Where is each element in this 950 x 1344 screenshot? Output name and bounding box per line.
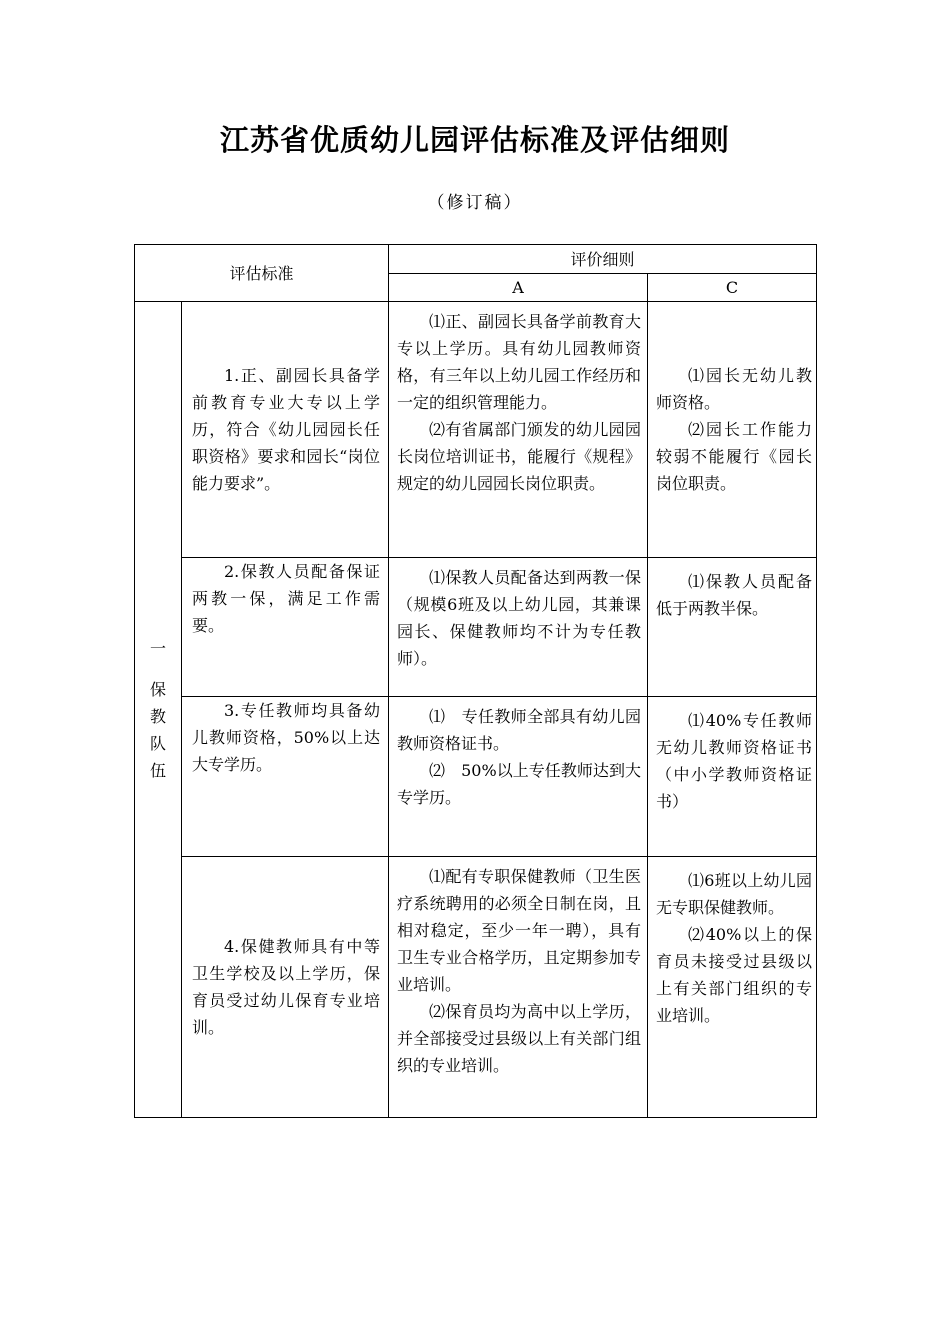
c-item: ⑵40%以上的保育员未接受过县级以上有关部门组织的专业培训。	[656, 925, 813, 1025]
document-subtitle: （修订稿）	[427, 193, 523, 213]
header-standard: 评估标准	[135, 245, 389, 302]
a-item: ⑵保育员均为高中以上学历，并全部接受过县级以上有关部门组织的专业培训。	[397, 1002, 642, 1075]
header-detail: 评价细则	[389, 245, 817, 274]
standard-cell	[182, 697, 389, 857]
header-a: A	[389, 274, 648, 302]
standard-text: 1.正、副园长具备学前教育专业大专以上学历，符合《幼儿园园长任职资格》要求和园长“岗位能力要求”。	[192, 366, 381, 493]
category-char: 保	[149, 680, 166, 699]
table-row	[135, 302, 817, 558]
c-item: ⑵园长工作能力较弱不能履行《园长岗位职责。	[656, 420, 813, 493]
standard-cell	[182, 857, 389, 1118]
a-item: ⑴ 专任教师全部具有幼儿园教师资格证书。	[397, 707, 642, 753]
c-cell	[648, 697, 817, 857]
table-row	[135, 558, 817, 697]
standard-text: 2.保教人员配备保证两教一保，满足工作需要。	[192, 562, 381, 635]
standard-text: 3.专任教师均具备幼儿教师资格，50%以上达大专学历。	[192, 701, 381, 774]
header-c: C	[648, 274, 817, 302]
standard-cell	[182, 302, 389, 558]
category-char: 教	[149, 707, 166, 726]
a-item: ⑴保教人员配备达到两教一保（规模6班及以上幼儿园，其兼课园长、保健教师均不计为专任教师）。	[397, 568, 642, 668]
category-char: 队	[149, 734, 166, 753]
a-item: ⑵ 50%以上专任教师达到大专学历。	[397, 761, 642, 807]
document-title: 江苏省优质幼儿园评估标准及评估细则	[219, 123, 730, 157]
c-item: ⑴40%专任教师无幼儿教师资格证书（中小学教师资格证书）	[656, 711, 813, 811]
a-cell	[389, 558, 648, 697]
category-char: 伍	[149, 761, 166, 780]
evaluation-table	[134, 244, 817, 1118]
category-label	[135, 302, 182, 1118]
c-item: ⑴6班以上幼儿园无专职保健教师。	[656, 871, 813, 917]
c-cell	[648, 857, 817, 1118]
a-cell	[389, 302, 648, 558]
c-item: ⑴保教人员配备低于两教半保。	[656, 572, 813, 618]
category-char: 一	[149, 639, 166, 658]
a-cell	[389, 697, 648, 857]
table-row	[135, 857, 817, 1118]
a-cell	[389, 857, 648, 1118]
table-row	[135, 697, 817, 857]
c-cell	[648, 302, 817, 558]
a-item: ⑵有省属部门颁发的幼儿园园长岗位培训证书，能履行《规程》规定的幼儿园园长岗位职责。	[397, 420, 642, 493]
standard-text: 4.保健教师具有中等卫生学校及以上学历，保育员受过幼儿保育专业培训。	[192, 937, 381, 1037]
c-cell	[648, 558, 817, 697]
a-item: ⑴正、副园长具备学前教育大专以上学历。具有幼儿园教师资格，有三年以上幼儿园工作经历和一定的组织管理能力。	[397, 312, 642, 412]
c-item: ⑴园长无幼儿教师资格。	[656, 366, 813, 412]
a-item: ⑴配有专职保健教师（卫生医疗系统聘用的必须全日制在岗，且相对稳定，至少一年一聘），具有卫生专业合格学历，且定期参加专业培训。	[397, 867, 642, 994]
standard-cell	[182, 558, 389, 697]
